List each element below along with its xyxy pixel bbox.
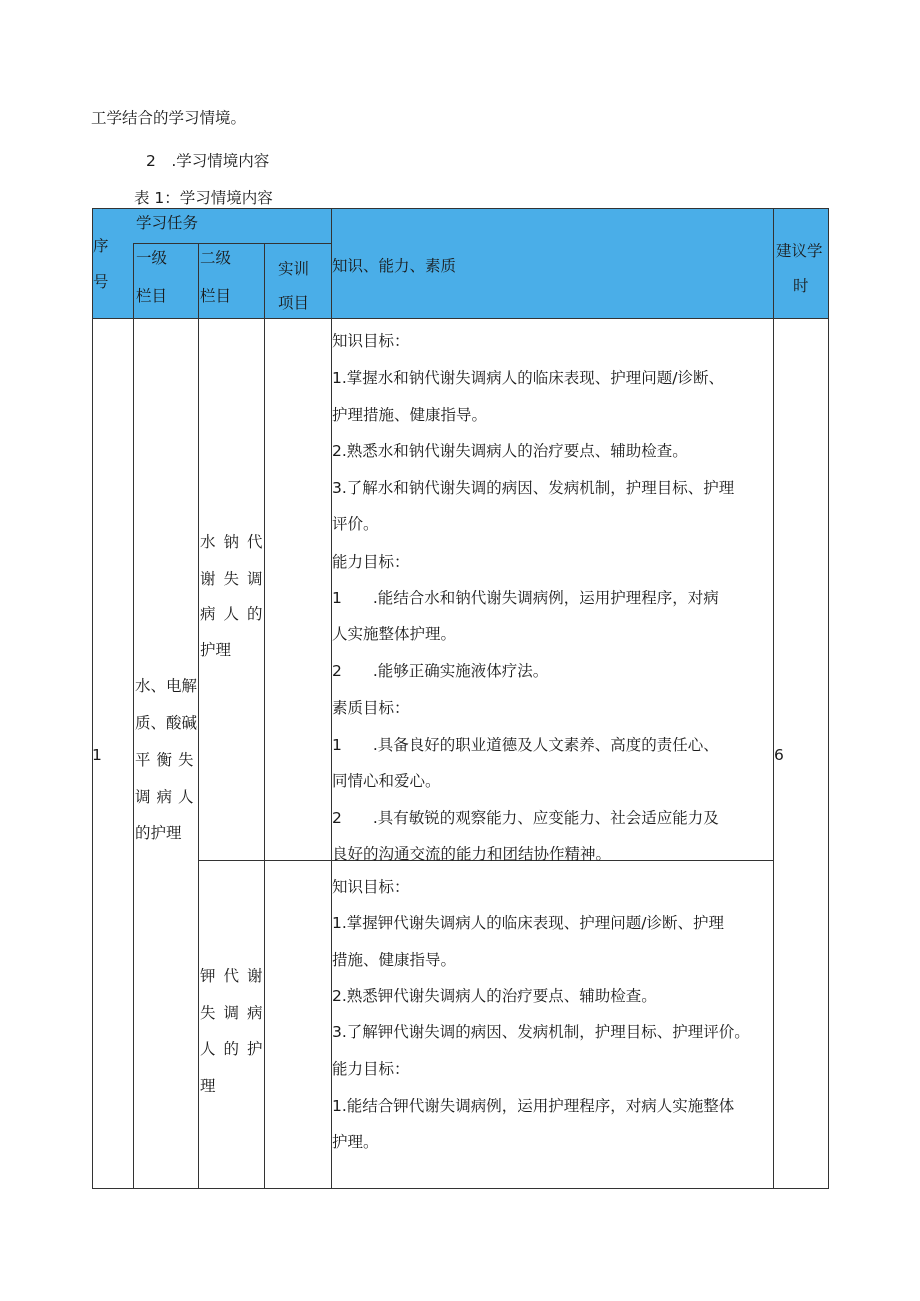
sub1-content-6: 评价。 bbox=[332, 515, 379, 533]
header-seq-2: 号 bbox=[93, 273, 109, 291]
col-border-1 bbox=[133, 243, 134, 1189]
header-bg-hours bbox=[773, 208, 828, 318]
sub1-content-2: 1.掌握水和钠代谢失调病人的临床表现、护理问题/诊断、 bbox=[332, 369, 725, 387]
intro-line: 工学结合的学习情境。 bbox=[91, 109, 247, 127]
header-practice-2: 项目 bbox=[278, 294, 310, 312]
sub2-level2-line-3: 人的护 bbox=[200, 1040, 271, 1058]
level1-line-3: 平衡失 bbox=[135, 751, 200, 769]
sub2-content-2: 1.掌握钾代谢失调病人的临床表现、护理问题/诊断、护理 bbox=[332, 914, 725, 932]
sub1-content-12: 1 .具备良好的职业道德及人文素养、高度的责任心、 bbox=[332, 736, 719, 754]
header-level1-1: 一级 bbox=[136, 249, 168, 267]
row-seq: 1 bbox=[92, 746, 102, 764]
header-bottom-border bbox=[92, 318, 829, 319]
sub1-content-13: 同情心和爱心。 bbox=[332, 772, 441, 790]
sub1-content-4: 2.熟悉水和钠代谢失调病人的治疗要点、辅助检查。 bbox=[332, 442, 688, 460]
sub2-content-6: 能力目标： bbox=[332, 1060, 410, 1078]
sub1-content-14: 2 .具有敏锐的观察能力、应变能力、社会适应能力及 bbox=[332, 809, 719, 827]
sub1-level2-line-2: 谢失调 bbox=[200, 570, 271, 588]
sub2-level2-line-1: 钾代谢 bbox=[200, 967, 271, 985]
subheader-divider bbox=[133, 243, 331, 244]
header-bg-seq bbox=[92, 208, 133, 318]
header-level2-1: 二级 bbox=[200, 249, 232, 267]
section-heading: 2 .学习情境内容 bbox=[146, 152, 270, 170]
header-level1-2: 栏目 bbox=[136, 287, 168, 305]
header-hours-2: 时 bbox=[793, 277, 809, 295]
col-border-5 bbox=[773, 208, 774, 1189]
row-hours: 6 bbox=[774, 746, 784, 764]
sub1-content-5: 3.了解水和钠代谢失调的病因、发病机制，护理目标、护理 bbox=[332, 479, 735, 497]
level1-line-4: 调病人 bbox=[135, 788, 200, 806]
header-practice-1: 实训 bbox=[278, 260, 310, 278]
sub2-content-8: 护理。 bbox=[332, 1133, 379, 1151]
sub2-content-5: 3.了解钾代谢失调的病因、发病机制，护理目标、护理评价。 bbox=[332, 1023, 750, 1041]
sub1-content-9: 人实施整体护理。 bbox=[332, 625, 457, 643]
sub2-content-7: 1.能结合钾代谢失调病例，运用护理程序，对病人实施整体 bbox=[332, 1097, 735, 1115]
sub1-content-10: 2 .能够正确实施液体疗法。 bbox=[332, 662, 549, 680]
table-top-border bbox=[92, 208, 829, 209]
sub2-level2-line-4: 理 bbox=[200, 1077, 216, 1095]
col-border-6 bbox=[828, 208, 829, 1189]
level1-line-2: 质、酸碱 bbox=[135, 714, 198, 732]
sub2-content-3: 措施、健康指导。 bbox=[332, 951, 457, 969]
sub1-content-15: 良好的沟通交流的能力和团结协作精神。 bbox=[332, 845, 612, 863]
header-level2-2: 栏目 bbox=[200, 287, 232, 305]
col-border-0 bbox=[92, 208, 93, 1189]
sub2-level2-line-2: 失调病 bbox=[200, 1004, 271, 1022]
header-task: 学习任务 bbox=[136, 214, 199, 232]
sub2-content-1: 知识目标： bbox=[332, 878, 410, 896]
header-seq-1: 序 bbox=[93, 237, 109, 255]
table-bottom-border bbox=[92, 1188, 829, 1189]
sub2-content-4: 2.熟悉钾代谢失调病人的治疗要点、辅助检查。 bbox=[332, 987, 657, 1005]
sub1-content-3: 护理措施、健康指导。 bbox=[332, 406, 488, 424]
header-hours-1: 建议学 bbox=[776, 242, 823, 260]
level1-line-1: 水、电解 bbox=[135, 677, 198, 695]
sub1-level2-line-1: 水钠代 bbox=[200, 533, 271, 551]
sub1-content-8: 1 .能结合水和钠代谢失调病例，运用护理程序，对病 bbox=[332, 589, 719, 607]
col-border-2 bbox=[198, 243, 199, 1189]
sub1-content-7: 能力目标： bbox=[332, 553, 410, 571]
header-kas: 知识、能力、素质 bbox=[332, 257, 457, 275]
table-caption: 表 1：学习情境内容 bbox=[134, 189, 273, 207]
sub1-level2-line-3: 病人的 bbox=[200, 605, 271, 623]
level1-line-5: 的护理 bbox=[135, 824, 182, 842]
sub1-level2-line-4: 护理 bbox=[200, 641, 232, 659]
sub1-content-1: 知识目标： bbox=[332, 332, 410, 350]
sub1-content-11: 素质目标： bbox=[332, 699, 410, 717]
